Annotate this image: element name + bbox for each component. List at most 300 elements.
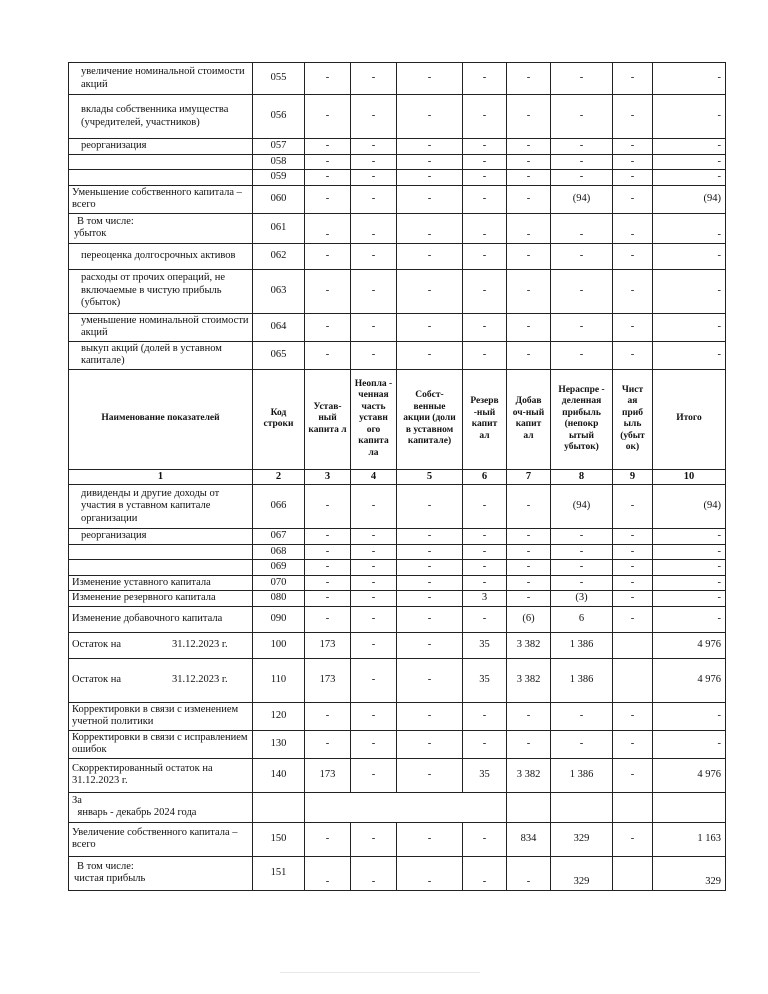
column-number-8: 8	[551, 469, 613, 485]
row-value-col8: -	[551, 313, 613, 341]
row-value-col8: -	[551, 529, 613, 545]
row-value-col8: 1 386	[551, 658, 613, 702]
row-value-col3: -	[305, 856, 351, 890]
row-name	[69, 856, 253, 890]
row-value-col10: -	[653, 730, 726, 758]
row-value-col3: -	[305, 529, 351, 545]
table-row-062	[69, 243, 726, 269]
table-row-066	[69, 485, 726, 529]
row-value-col8: -	[551, 170, 613, 186]
header-name: Наименование показателей	[69, 369, 253, 469]
row-value-col4: -	[351, 822, 397, 856]
row-value-col5: -	[397, 758, 463, 792]
row-value-col3: -	[305, 243, 351, 269]
column-number-row	[69, 469, 726, 485]
header-total: Итого	[653, 369, 726, 469]
row-value-col6: -	[463, 154, 507, 170]
row-name: Увеличение собственного капитала – всего	[69, 822, 253, 856]
row-value-col4: -	[351, 63, 397, 95]
row-value-col7: -	[507, 139, 551, 155]
row-value-col3: -	[305, 341, 351, 369]
column-number-9: 9	[613, 469, 653, 485]
row-value-col10: -	[653, 313, 726, 341]
table-row-068	[69, 544, 726, 560]
row-value-col9: -	[613, 702, 653, 730]
row-value-col10: -	[653, 139, 726, 155]
row-value-col7: (6)	[507, 606, 551, 632]
row-value-col4: -	[351, 213, 397, 243]
row-code: 110	[253, 658, 305, 702]
row-value-col7: -	[507, 485, 551, 529]
row-value-col8: -	[551, 544, 613, 560]
row-code: 057	[253, 139, 305, 155]
row-value-col9	[613, 856, 653, 890]
column-number-2: 2	[253, 469, 305, 485]
scan-artifact-line	[280, 972, 480, 973]
row-value-col10: 4 976	[653, 632, 726, 658]
row-value-col5: -	[397, 269, 463, 313]
period-row	[69, 792, 726, 822]
row-code: 150	[253, 822, 305, 856]
table-row-150	[69, 822, 726, 856]
row-value-col5: -	[397, 154, 463, 170]
row-value-col8: -	[551, 63, 613, 95]
row-value-col8: -	[551, 575, 613, 591]
row-value-col6: 3	[463, 591, 507, 607]
table-row-120	[69, 702, 726, 730]
row-value-col7: -	[507, 856, 551, 890]
row-value-col6: -	[463, 185, 507, 213]
row-code: 055	[253, 63, 305, 95]
row-value-col7: -	[507, 63, 551, 95]
row-value-col5: -	[397, 658, 463, 702]
row-value-col5: -	[397, 139, 463, 155]
row-value-col9: -	[613, 758, 653, 792]
row-value-col6: -	[463, 529, 507, 545]
row-value-col4: -	[351, 185, 397, 213]
header-code: Код строки	[253, 369, 305, 469]
row-name: уменьшение номинальной стоимости акций	[69, 313, 253, 341]
row-value-col5: -	[397, 591, 463, 607]
row-value-col8: -	[551, 213, 613, 243]
row-value-col9: -	[613, 154, 653, 170]
row-code: 100	[253, 632, 305, 658]
row-value-col8: (94)	[551, 485, 613, 529]
row-name: реорганизация	[69, 139, 253, 155]
row-value-col6: -	[463, 139, 507, 155]
row-name	[69, 170, 253, 186]
row-code: 058	[253, 154, 305, 170]
row-value-col6: -	[463, 856, 507, 890]
row-value-col8: -	[551, 139, 613, 155]
row-name	[69, 213, 253, 243]
row-value-col9: -	[613, 485, 653, 529]
row-name: выкуп акций (долей в уставном капитале)	[69, 341, 253, 369]
row-value-col3: -	[305, 185, 351, 213]
row-name: дивиденды и другие доходы от участия в уставном капитале организации	[69, 485, 253, 529]
row-name: реорганизация	[69, 529, 253, 545]
row-code: 066	[253, 485, 305, 529]
row-code: 151	[253, 856, 305, 890]
row-value-col3: -	[305, 269, 351, 313]
row-value-col7: -	[507, 269, 551, 313]
table-row-059	[69, 170, 726, 186]
row-value-col5: -	[397, 213, 463, 243]
row-value-col4: -	[351, 341, 397, 369]
header-reserve-capital: Резерв -ный капит ал	[463, 369, 507, 469]
row-value-col3: -	[305, 822, 351, 856]
row-value-col4: -	[351, 758, 397, 792]
row-value-col8: (3)	[551, 591, 613, 607]
row-name: Изменение уставного капитала	[69, 575, 253, 591]
row-value-col10: 4 976	[653, 758, 726, 792]
table-row-060	[69, 185, 726, 213]
column-number-5: 5	[397, 469, 463, 485]
row-value-col10: -	[653, 591, 726, 607]
row-value-col6: -	[463, 730, 507, 758]
column-number-10: 10	[653, 469, 726, 485]
row-name: Корректировки в связи с изменением учетной политики	[69, 702, 253, 730]
row-value-col4: -	[351, 591, 397, 607]
row-value-col10: -	[653, 529, 726, 545]
row-name: расходы от прочих операций, не включаемые в чистую прибыль (убыток)	[69, 269, 253, 313]
row-value-col3: 173	[305, 658, 351, 702]
row-value-col7: 3 382	[507, 758, 551, 792]
row-name-line1: В том числе:	[77, 215, 134, 227]
row-value-col4: -	[351, 544, 397, 560]
row-code: 062	[253, 243, 305, 269]
row-value-col3: -	[305, 560, 351, 576]
row-value-col3: -	[305, 139, 351, 155]
row-value-col10: -	[653, 341, 726, 369]
row-value-col9: -	[613, 170, 653, 186]
row-value-col4: -	[351, 313, 397, 341]
row-value-col4: -	[351, 154, 397, 170]
row-value-col9: -	[613, 529, 653, 545]
row-value-col10: -	[653, 702, 726, 730]
row-value-col3: -	[305, 170, 351, 186]
row-value-col8: -	[551, 560, 613, 576]
row-code: 059	[253, 170, 305, 186]
row-name-prefix: Остаток на	[72, 673, 122, 685]
row-value-col5: -	[397, 95, 463, 139]
table-row-064	[69, 313, 726, 341]
row-code: 090	[253, 606, 305, 632]
row-value-col5: -	[397, 529, 463, 545]
row-value-col8: -	[551, 243, 613, 269]
row-value-col5: -	[397, 185, 463, 213]
row-value-col10: -	[653, 154, 726, 170]
row-value-col3: -	[305, 702, 351, 730]
row-value-col10: -	[653, 213, 726, 243]
row-value-col5: -	[397, 702, 463, 730]
row-name-prefix: Остаток на	[72, 638, 122, 650]
row-value-col3: -	[305, 95, 351, 139]
equity-table	[68, 62, 726, 891]
row-name	[69, 658, 253, 702]
row-value-col10: -	[653, 95, 726, 139]
row-value-col7: -	[507, 591, 551, 607]
row-value-col6: -	[463, 95, 507, 139]
row-value-col10: -	[653, 170, 726, 186]
row-value-col5: -	[397, 544, 463, 560]
row-value-col6: -	[463, 560, 507, 576]
row-value-col9	[613, 632, 653, 658]
row-value-col4: -	[351, 606, 397, 632]
row-value-col7: -	[507, 213, 551, 243]
row-value-col8: 329	[551, 822, 613, 856]
row-value-col4: -	[351, 730, 397, 758]
row-value-col9: -	[613, 63, 653, 95]
row-value-col5: -	[397, 243, 463, 269]
row-value-col8: -	[551, 730, 613, 758]
table-row-080	[69, 591, 726, 607]
row-value-col8: -	[551, 269, 613, 313]
row-value-col5: -	[397, 730, 463, 758]
row-value-col6: 35	[463, 658, 507, 702]
row-value-col7: -	[507, 702, 551, 730]
row-value-col8: -	[551, 95, 613, 139]
row-value-col3: -	[305, 730, 351, 758]
row-value-col9: -	[613, 95, 653, 139]
row-value-col3: -	[305, 544, 351, 560]
row-value-col4: -	[351, 170, 397, 186]
table-row-057	[69, 139, 726, 155]
row-value-col7: -	[507, 341, 551, 369]
row-value-col5: -	[397, 313, 463, 341]
row-name	[69, 544, 253, 560]
table-row-067	[69, 529, 726, 545]
row-code: 120	[253, 702, 305, 730]
row-name	[69, 154, 253, 170]
row-name: Изменение добавочного капитала	[69, 606, 253, 632]
table-row-090	[69, 606, 726, 632]
row-value-col9: -	[613, 313, 653, 341]
table-row-065	[69, 341, 726, 369]
row-value-col3: -	[305, 606, 351, 632]
row-value-col3: -	[305, 575, 351, 591]
row-name-line2: убыток	[74, 228, 107, 239]
row-value-col6: -	[463, 63, 507, 95]
row-value-col4: -	[351, 95, 397, 139]
row-value-col9: -	[613, 591, 653, 607]
row-value-col6: -	[463, 213, 507, 243]
row-code: 067	[253, 529, 305, 545]
row-value-col4: -	[351, 529, 397, 545]
row-value-col9: -	[613, 269, 653, 313]
row-value-col6: -	[463, 702, 507, 730]
row-value-col3: 173	[305, 632, 351, 658]
row-name	[69, 632, 253, 658]
row-value-col9: -	[613, 730, 653, 758]
row-value-col9: -	[613, 243, 653, 269]
column-number-6: 6	[463, 469, 507, 485]
row-value-col3: -	[305, 591, 351, 607]
row-value-col6: 35	[463, 632, 507, 658]
row-value-col10: -	[653, 560, 726, 576]
table-row-058	[69, 154, 726, 170]
row-name: переоценка долгосрочных активов	[69, 243, 253, 269]
period-prefix: За	[72, 794, 82, 806]
row-value-col10: -	[653, 544, 726, 560]
row-value-col4: -	[351, 139, 397, 155]
column-number-7: 7	[507, 469, 551, 485]
row-value-col9: -	[613, 575, 653, 591]
row-code: 063	[253, 269, 305, 313]
row-value-col7: -	[507, 529, 551, 545]
row-value-col9: -	[613, 213, 653, 243]
table-row-070	[69, 575, 726, 591]
table-row-140	[69, 758, 726, 792]
row-value-col3: 173	[305, 758, 351, 792]
row-code: 140	[253, 758, 305, 792]
row-code: 056	[253, 95, 305, 139]
row-name: вклады собственника имущества (учредителей, участников)	[69, 95, 253, 139]
row-value-col9	[613, 658, 653, 702]
row-value-col6: -	[463, 544, 507, 560]
header-charter-capital: Устав-ный капита л	[305, 369, 351, 469]
row-value-col4: -	[351, 702, 397, 730]
row-name-line1: В том числе:	[77, 860, 134, 872]
row-code: 069	[253, 560, 305, 576]
row-value-col6: -	[463, 822, 507, 856]
row-value-col5: -	[397, 170, 463, 186]
row-value-col6: -	[463, 269, 507, 313]
header-net-profit: Чист ая приб ыль (убыт ок)	[613, 369, 653, 469]
header-additional-capital: Добав оч-ный капит ал	[507, 369, 551, 469]
table-row-100	[69, 632, 726, 658]
row-name-line2: чистая прибыль	[74, 873, 146, 884]
row-value-col4: -	[351, 485, 397, 529]
row-value-col5: -	[397, 856, 463, 890]
row-value-col7: -	[507, 730, 551, 758]
row-value-col8: 1 386	[551, 632, 613, 658]
row-value-col10: -	[653, 63, 726, 95]
table-header-row	[69, 369, 726, 469]
row-value-col7: 3 382	[507, 632, 551, 658]
row-value-col5: -	[397, 560, 463, 576]
row-name	[69, 560, 253, 576]
header-unpaid-capital: Неопла - ченная часть уставн ого капита ла	[351, 369, 397, 469]
row-value-col4: -	[351, 269, 397, 313]
row-value-col10: (94)	[653, 485, 726, 529]
table-row-151	[69, 856, 726, 890]
row-value-col3: -	[305, 63, 351, 95]
row-value-col4: -	[351, 575, 397, 591]
row-value-col4: -	[351, 632, 397, 658]
table-row-069	[69, 560, 726, 576]
row-value-col8: -	[551, 154, 613, 170]
table-row-056	[69, 95, 726, 139]
row-value-col9: -	[613, 544, 653, 560]
row-value-col7: -	[507, 544, 551, 560]
row-code: 065	[253, 341, 305, 369]
row-date: 31.12.2023 г.	[172, 673, 228, 685]
row-value-col4: -	[351, 243, 397, 269]
row-name: Изменение резервного капитала	[69, 591, 253, 607]
table-row-063	[69, 269, 726, 313]
row-value-col5: -	[397, 822, 463, 856]
row-code: 064	[253, 313, 305, 341]
row-value-col4: -	[351, 658, 397, 702]
row-code: 060	[253, 185, 305, 213]
row-value-col6: -	[463, 606, 507, 632]
row-value-col7: 834	[507, 822, 551, 856]
row-value-col10: (94)	[653, 185, 726, 213]
row-code: 070	[253, 575, 305, 591]
row-value-col7: -	[507, 243, 551, 269]
row-code: 068	[253, 544, 305, 560]
row-value-col5: -	[397, 63, 463, 95]
row-value-col7: 3 382	[507, 658, 551, 702]
row-value-col6: 35	[463, 758, 507, 792]
row-value-col10: 1 163	[653, 822, 726, 856]
row-value-col8: -	[551, 702, 613, 730]
row-value-col6: -	[463, 313, 507, 341]
row-value-col5: -	[397, 341, 463, 369]
row-value-col3: -	[305, 213, 351, 243]
header-retained-earnings: Нераспре - деленная прибыль (непокр ытый убыток)	[551, 369, 613, 469]
row-value-col7: -	[507, 154, 551, 170]
row-value-col8: (94)	[551, 185, 613, 213]
row-code: 080	[253, 591, 305, 607]
table-row-061	[69, 213, 726, 243]
row-value-col9: -	[613, 341, 653, 369]
row-value-col7: -	[507, 95, 551, 139]
row-value-col5: -	[397, 606, 463, 632]
row-name: Корректировки в связи с исправлением ошибок	[69, 730, 253, 758]
row-value-col5: -	[397, 632, 463, 658]
row-value-col6: -	[463, 170, 507, 186]
equity-statement	[68, 62, 725, 891]
row-value-col8: 1 386	[551, 758, 613, 792]
row-value-col6: -	[463, 575, 507, 591]
period-cell	[69, 792, 253, 822]
row-value-col4: -	[351, 560, 397, 576]
row-value-col6: -	[463, 485, 507, 529]
row-date: 31.12.2023 г.	[172, 638, 228, 650]
row-value-col10: -	[653, 606, 726, 632]
row-value-col5: -	[397, 575, 463, 591]
header-own-shares: Собст-венные акции (доли в уставном капитале)	[397, 369, 463, 469]
row-name: увеличение номинальной стоимости акций	[69, 63, 253, 95]
row-value-col7: -	[507, 575, 551, 591]
row-value-col8: 329	[551, 856, 613, 890]
row-value-col4: -	[351, 856, 397, 890]
row-value-col9: -	[613, 139, 653, 155]
column-number-1: 1	[69, 469, 253, 485]
table-row-110	[69, 658, 726, 702]
row-value-col9: -	[613, 822, 653, 856]
row-value-col10: 4 976	[653, 658, 726, 702]
row-value-col10: -	[653, 575, 726, 591]
row-value-col7: -	[507, 170, 551, 186]
row-value-col6: -	[463, 243, 507, 269]
table-row-055	[69, 63, 726, 95]
row-value-col10: 329	[653, 856, 726, 890]
row-value-col7: -	[507, 560, 551, 576]
row-value-col3: -	[305, 154, 351, 170]
column-number-4: 4	[351, 469, 397, 485]
row-value-col6: -	[463, 341, 507, 369]
row-value-col8: -	[551, 341, 613, 369]
row-code: 130	[253, 730, 305, 758]
row-value-col9: -	[613, 185, 653, 213]
row-code: 061	[253, 213, 305, 243]
table-row-130	[69, 730, 726, 758]
period-text: январь - декабрь 2024 года	[77, 807, 197, 818]
row-value-col7: -	[507, 185, 551, 213]
